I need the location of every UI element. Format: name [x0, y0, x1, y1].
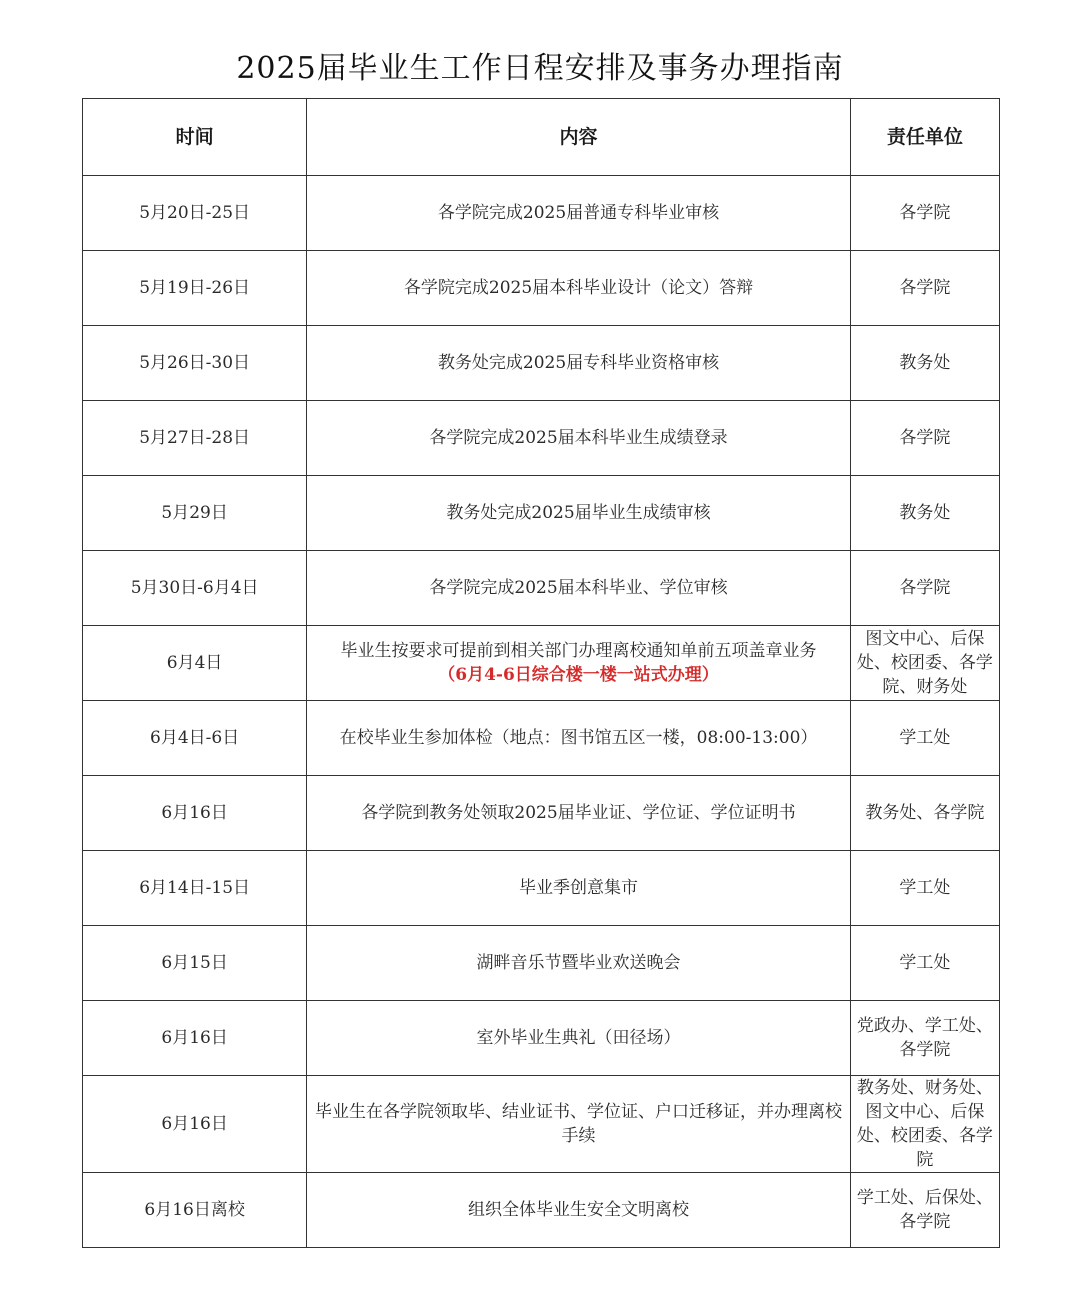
header-time: 时间 [83, 99, 307, 176]
cell-time: 5月29日 [83, 476, 307, 551]
cell-time: 6月16日 [83, 1076, 307, 1173]
table-row [83, 1001, 1000, 1076]
table-row [83, 851, 1000, 926]
cell-content [307, 626, 851, 701]
cell-time: 5月26日-30日 [83, 326, 307, 401]
cell-unit: 学工处 [850, 926, 999, 1001]
cell-time: 6月16日离校 [83, 1173, 307, 1248]
cell-content: 各学院完成2025届本科毕业设计（论文）答辩 [307, 251, 851, 326]
header-unit: 责任单位 [850, 99, 999, 176]
cell-unit: 各学院 [850, 251, 999, 326]
cell-unit: 各学院 [850, 551, 999, 626]
cell-content: 各学院完成2025届本科毕业、学位审核 [307, 551, 851, 626]
table-row [83, 1173, 1000, 1248]
cell-content: 教务处完成2025届专科毕业资格审核 [307, 326, 851, 401]
cell-unit: 学工处 [850, 701, 999, 776]
schedule-table [82, 98, 1000, 1248]
cell-unit: 教务处、各学院 [850, 776, 999, 851]
table-row [83, 776, 1000, 851]
header-content: 内容 [307, 99, 851, 176]
table-row [83, 1076, 1000, 1173]
cell-unit: 图文中心、后保处、校团委、各学院、财务处 [850, 626, 999, 701]
table-row [83, 551, 1000, 626]
cell-time: 6月16日 [83, 776, 307, 851]
page-title: 2025届毕业生工作日程安排及事务办理指南 [236, 51, 844, 86]
cell-unit: 各学院 [850, 176, 999, 251]
cell-unit: 各学院 [850, 401, 999, 476]
table-header-row [83, 99, 1000, 176]
cell-content: 室外毕业生典礼（田径场） [307, 1001, 851, 1076]
cell-time: 6月16日 [83, 1001, 307, 1076]
cell-time: 6月4日-6日 [83, 701, 307, 776]
cell-content: 组织全体毕业生安全文明离校 [307, 1173, 851, 1248]
table-row [83, 926, 1000, 1001]
cell-time: 6月14日-15日 [83, 851, 307, 926]
highlight-note: （6月4-6日综合楼一楼一站式办理） [438, 665, 719, 685]
cell-unit: 学工处 [850, 851, 999, 926]
cell-unit: 教务处 [850, 476, 999, 551]
cell-content: 毕业生在各学院领取毕、结业证书、学位证、户口迁移证，并办理离校手续 [307, 1076, 851, 1173]
cell-unit: 教务处 [850, 326, 999, 401]
table-row [83, 251, 1000, 326]
table-row [83, 476, 1000, 551]
cell-unit: 党政办、学工处、各学院 [850, 1001, 999, 1076]
table-row [83, 701, 1000, 776]
cell-time: 5月30日-6月4日 [83, 551, 307, 626]
cell-content-text: 毕业生按要求可提前到相关部门办理离校通知单前五项盖章业务 [340, 641, 817, 661]
table-row [83, 176, 1000, 251]
cell-content: 各学院完成2025届本科毕业生成绩登录 [307, 401, 851, 476]
cell-time: 5月19日-26日 [83, 251, 307, 326]
cell-content: 毕业季创意集市 [307, 851, 851, 926]
cell-content: 湖畔音乐节暨毕业欢送晚会 [307, 926, 851, 1001]
cell-time: 6月4日 [83, 626, 307, 701]
cell-time: 5月27日-28日 [83, 401, 307, 476]
cell-content: 教务处完成2025届毕业生成绩审核 [307, 476, 851, 551]
cell-unit: 学工处、后保处、各学院 [850, 1173, 999, 1248]
cell-time: 6月15日 [83, 926, 307, 1001]
table-row [83, 626, 1000, 701]
cell-content: 各学院到教务处领取2025届毕业证、学位证、学位证明书 [307, 776, 851, 851]
cell-content: 在校毕业生参加体检（地点：图书馆五区一楼，08:00-13:00） [307, 701, 851, 776]
cell-content: 各学院完成2025届普通专科毕业审核 [307, 176, 851, 251]
cell-time: 5月20日-25日 [83, 176, 307, 251]
table-row [83, 401, 1000, 476]
table-row [83, 326, 1000, 401]
cell-unit: 教务处、财务处、图文中心、后保处、校团委、各学院 [850, 1076, 999, 1173]
